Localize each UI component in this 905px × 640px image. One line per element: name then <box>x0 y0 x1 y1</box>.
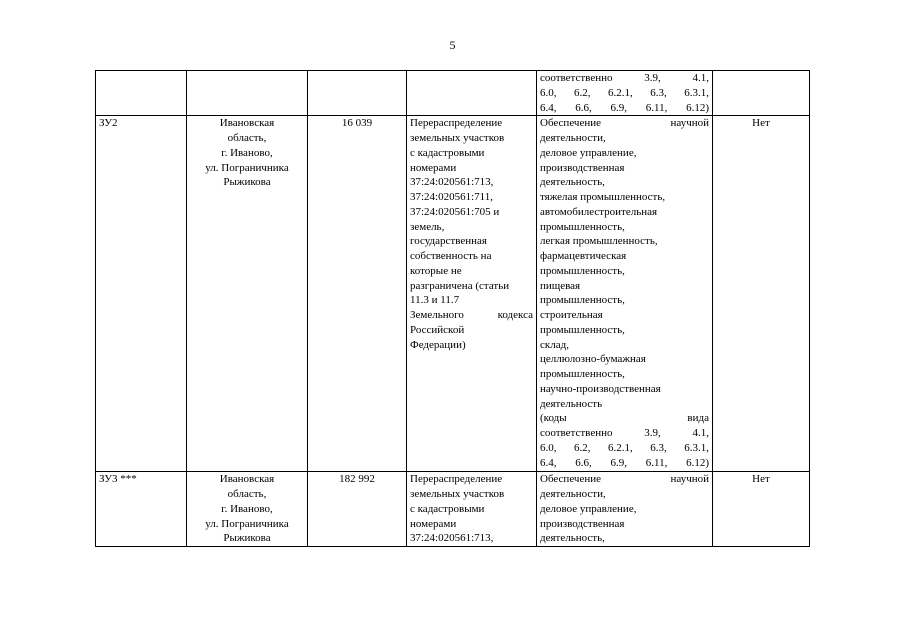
use-line: производственная <box>540 517 625 530</box>
method-line: собственность на <box>410 250 492 262</box>
method-line: Перераспределение <box>410 117 503 130</box>
method-line: земельных участков <box>410 488 505 500</box>
location-line: Ивановская <box>219 117 275 130</box>
use-line: соответственно 3.9, 4.1, <box>540 427 709 439</box>
cell-flag <box>713 472 810 547</box>
method-line: 37:24:020561:713, <box>410 176 494 189</box>
method-line: государственная <box>410 235 487 248</box>
use-line: (коды вида <box>540 412 709 425</box>
method-line: Перераспределение <box>410 473 503 486</box>
cell-flag <box>713 116 810 472</box>
use-line: пищевая <box>540 279 581 292</box>
plot-area: 182 992 <box>339 473 375 486</box>
use-line: 6.0, 6.2, 6.2.1, 6.3, 6.3.1, <box>540 86 709 99</box>
use-line: склад, <box>540 338 569 351</box>
use-line: научно-производственная <box>540 382 661 395</box>
cell-permitted-use <box>537 472 713 547</box>
method-line: номерами <box>410 161 457 174</box>
cell-location <box>187 472 308 547</box>
cell-area <box>308 116 407 472</box>
location-line: Рыжикова <box>223 532 271 545</box>
use-line: Обеспечение научной <box>540 473 709 486</box>
cell-permitted-use <box>537 116 713 472</box>
location-line: г. Иваново, <box>221 502 273 515</box>
method-line: Федерации) <box>410 338 466 351</box>
use-line: деловое управление, <box>540 146 637 159</box>
use-line: автомобилестроительная <box>540 205 658 218</box>
method-line: 11.3 и 11.7 <box>410 294 460 307</box>
use-line: промышленность, <box>540 220 625 233</box>
land-plots-table <box>95 70 810 547</box>
cell-permitted-use <box>537 71 713 116</box>
method-line: Земельного кодекса <box>410 309 533 321</box>
method-line: которые не <box>410 264 462 277</box>
location-line: область, <box>227 488 267 500</box>
use-line: 6.4, 6.6, 6.9, 6.11, 6.12) <box>540 101 709 114</box>
cell-flag <box>713 71 810 116</box>
method-line: 37:24:020561:713, <box>410 532 494 545</box>
use-line: тяжелая промышленность, <box>540 191 666 203</box>
method-line: земель, <box>410 220 445 233</box>
cell-area <box>308 71 407 116</box>
plot-id: ЗУ2 <box>99 117 118 130</box>
cell-method <box>407 71 537 116</box>
use-line: соответственно 3.9, 4.1, <box>540 72 709 84</box>
cell-area <box>308 472 407 547</box>
location-line: ул. Пограничника <box>205 161 289 174</box>
use-line: производственная <box>540 161 625 174</box>
plot-area: 16 039 <box>341 117 373 130</box>
use-line: фармацевтическая <box>540 250 627 262</box>
cell-id <box>96 71 187 116</box>
flag-value: Нет <box>752 117 770 130</box>
use-line: промышленность, <box>540 368 625 380</box>
use-line: деятельности, <box>540 488 606 500</box>
use-line: деловое управление, <box>540 502 637 515</box>
cell-id <box>96 116 187 472</box>
table-row <box>96 116 810 472</box>
method-line: с кадастровыми <box>410 502 485 515</box>
use-line: промышленность, <box>540 264 625 277</box>
method-line: Российской <box>410 323 465 336</box>
location-line: г. Иваново, <box>221 146 273 159</box>
method-line: земельных участков <box>410 132 505 144</box>
flag-value: Нет <box>752 473 770 486</box>
location-line: Рыжикова <box>223 176 271 189</box>
use-line: деятельность <box>540 397 603 410</box>
method-line: номерами <box>410 517 457 530</box>
use-line: деятельность, <box>540 176 605 189</box>
cell-method <box>407 116 537 472</box>
plot-id: ЗУ3 *** <box>99 473 137 486</box>
method-line: 37:24:020561:705 и <box>410 205 500 218</box>
use-line: деятельность, <box>540 532 605 545</box>
table-row-continuation <box>96 71 810 116</box>
cell-method <box>407 472 537 547</box>
use-line: 6.0, 6.2, 6.2.1, 6.3, 6.3.1, <box>540 441 709 454</box>
use-line: Обеспечение научной <box>540 117 709 130</box>
location-line: Ивановская <box>219 473 275 486</box>
location-line: ул. Пограничника <box>205 517 289 530</box>
use-line: целлюлозно-бумажная <box>540 353 646 366</box>
page-number: 5 <box>449 38 456 52</box>
use-line: 6.4, 6.6, 6.9, 6.11, 6.12) <box>540 456 709 469</box>
method-line: разграничена (статьи <box>410 279 510 292</box>
table-row <box>96 472 810 547</box>
cell-location <box>187 116 308 472</box>
use-line: промышленность, <box>540 294 625 307</box>
use-line: промышленность, <box>540 323 625 336</box>
use-line: легкая промышленность, <box>540 235 658 248</box>
location-line: область, <box>227 132 267 144</box>
cell-id <box>96 472 187 547</box>
method-line: с кадастровыми <box>410 146 485 159</box>
cell-location <box>187 71 308 116</box>
use-line: строительная <box>540 309 603 321</box>
use-line: деятельности, <box>540 132 606 144</box>
method-line: 37:24:020561:711, <box>410 191 494 203</box>
